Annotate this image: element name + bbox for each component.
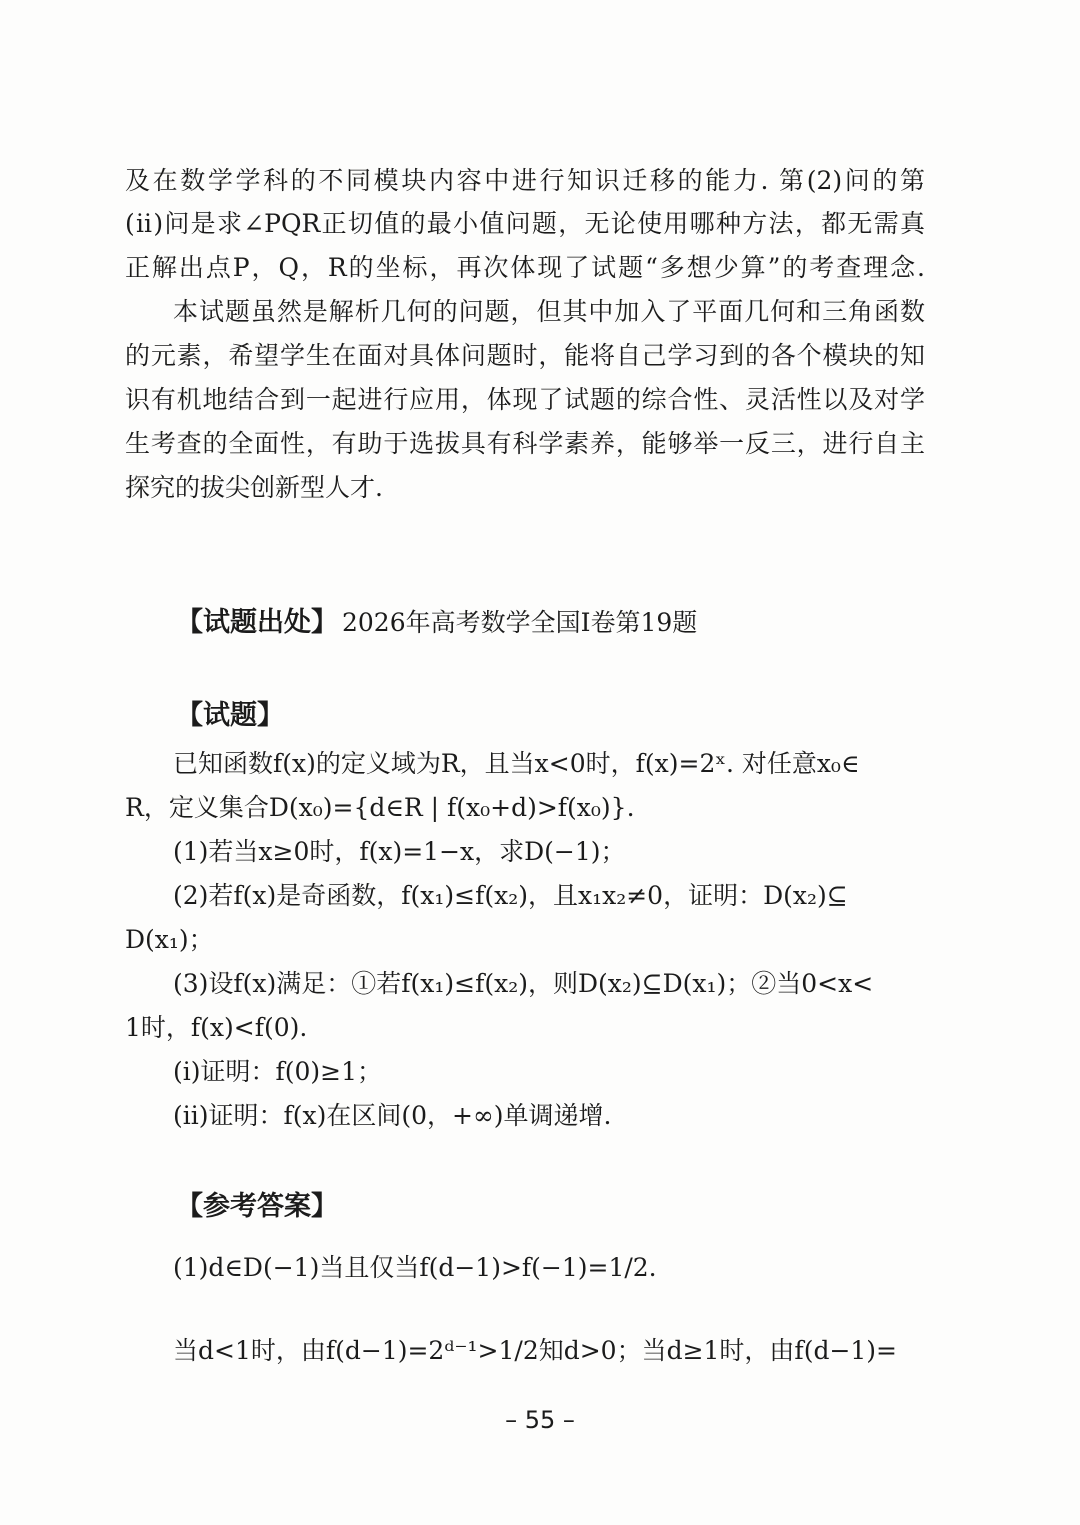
- problem-line: (2)若f(x)是奇函数，f(x₁)≤f(x₂)，且x₁x₂≠0，证明：D(x₂)⊆: [173, 881, 848, 910]
- analysis-line: 的元素，希望学生在面对具体问题时，能将自己学习到的各个模块的知: [125, 341, 925, 370]
- problem-line: (3)设f(x)满足：①若f(x₁)≤f(x₂)，则D(x₂)⊆D(x₁)；②当0<x<: [173, 969, 874, 998]
- answer-line: 当d<1时，由f(d−1)=2ᵈ⁻¹>1/2知d>0；当d≥1时，由f(d−1)=: [173, 1336, 897, 1365]
- answer-line: (1)d∈D(−1)当且仅当f(d−1)>f(−1)=1/2.: [173, 1253, 657, 1282]
- analysis-line: 正解出点P，Q，R的坐标，再次体现了试题“多想少算”的考查理念.: [125, 253, 925, 282]
- problem-line: (1)若当x≥0时，f(x)=1−x，求D(−1)；: [173, 837, 626, 866]
- problem-line: 1时，f(x)<f(0).: [125, 1013, 308, 1042]
- source-heading: 【试题出处】: [176, 607, 338, 638]
- source-section: [176, 606, 697, 640]
- analysis-line: (ⅱ)问是求∠PQR正切值的最小值问题，无论使用哪种方法，都无需真: [125, 209, 925, 238]
- analysis-line: 及在数学学科的不同模块内容中进行知识迁移的能力. 第(2)问的第: [125, 166, 925, 195]
- answer-heading: 【参考答案】: [176, 1191, 338, 1222]
- analysis-line: 探究的拔尖创新型人才.: [125, 473, 383, 502]
- problem-line: 已知函数f(x)的定义域为R，且当x<0时，f(x)=2ˣ. 对任意x₀∈: [173, 749, 860, 778]
- problem-line: (ⅱ)证明：f(x)在区间(0，+∞)单调递增.: [173, 1101, 612, 1130]
- source-text: 2026年高考数学全国Ⅰ卷第19题: [342, 608, 698, 637]
- problem-line: D(x₁)；: [125, 925, 214, 954]
- problem-heading: 【试题】: [176, 700, 284, 731]
- analysis-line: 生考查的全面性，有助于选拔具有科学素养，能够举一反三，进行自主: [125, 429, 925, 458]
- problem-line: (ⅰ)证明：f(0)≥1；: [173, 1057, 383, 1086]
- analysis-line: 本试题虽然是解析几何的问题，但其中加入了平面几何和三角函数: [173, 297, 925, 326]
- problem-line: R，定义集合D(x₀)={d∈R | f(x₀+d)>f(x₀)}.: [125, 793, 635, 822]
- analysis-line: 识有机地结合到一起进行应用，体现了试题的综合性、灵活性以及对学: [125, 385, 925, 414]
- page-number: – 55 –: [505, 1406, 575, 1434]
